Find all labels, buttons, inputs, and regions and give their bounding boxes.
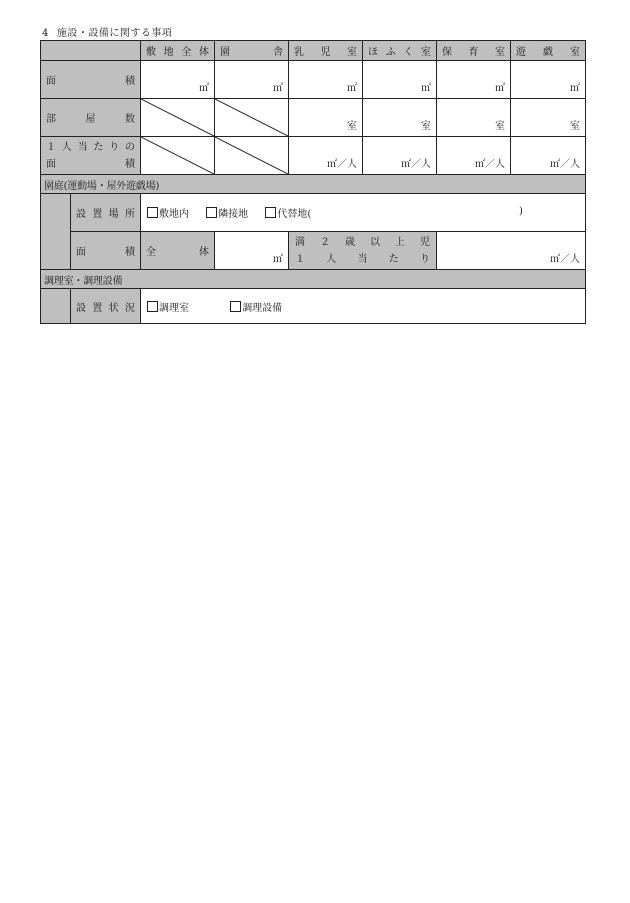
rooms-nursery-cell[interactable] [437, 99, 511, 137]
col-header-play-room: 遊 戯 室 [511, 41, 586, 61]
col-header-nursery-room: 保 育 室 [437, 41, 511, 61]
area-label: 面 積 [41, 61, 141, 99]
area-unit: ㎡ [570, 83, 580, 94]
rooms-row [41, 99, 586, 137]
rooms-unit: 室 [421, 121, 431, 132]
area-unit: ㎡ [199, 83, 209, 94]
yard-total-unit: ㎡ [273, 254, 283, 265]
per-person-building-slash-cell [215, 137, 289, 175]
per-person-label-line1: １人当たりの [46, 141, 135, 153]
per-person-infant-cell[interactable] [289, 137, 363, 175]
area-unit: ㎡ [421, 83, 431, 94]
per-person-play-cell[interactable] [511, 137, 586, 175]
per-person-nursery-cell[interactable] [437, 137, 511, 175]
area-unit: ㎡ [495, 83, 505, 94]
checkbox-icon [265, 207, 276, 218]
rooms-infant-cell[interactable] [289, 99, 363, 137]
rooms-unit: 室 [495, 121, 505, 132]
per-person-unit: ㎡／人 [327, 159, 357, 170]
yard-area-label: 面 積 [71, 232, 141, 270]
facility-table [40, 40, 586, 324]
per-person-crawling-cell[interactable] [363, 137, 437, 175]
rooms-label: 部 屋 数 [41, 99, 141, 137]
header-row [41, 41, 586, 61]
per-person-site-slash-cell [141, 137, 215, 175]
col-header-building: 園 舎 [215, 41, 289, 61]
area-nursery-cell[interactable] [437, 61, 511, 99]
per-person-row [41, 137, 586, 175]
kitchen-status-row [41, 289, 586, 324]
alternative-close-paren: ) [519, 206, 523, 217]
option-alternative[interactable] [265, 209, 311, 220]
section-title-text: 施設・設備に関する事項 [56, 28, 173, 39]
checkbox-icon [147, 207, 158, 218]
per-person-unit: ㎡／人 [475, 159, 505, 170]
area-unit: ㎡ [347, 83, 357, 94]
option-on-site[interactable] [147, 209, 189, 220]
area-play-cell[interactable] [511, 61, 586, 99]
area-row [41, 61, 586, 99]
area-site-cell[interactable] [141, 61, 215, 99]
rooms-unit: 室 [570, 121, 580, 132]
header-corner [41, 41, 141, 61]
yard-per-child-label-line2: １人当たり [295, 253, 430, 265]
section-title [42, 24, 172, 39]
yard-total-value-cell[interactable] [215, 232, 289, 270]
rooms-building-slash-cell [215, 99, 289, 137]
option-kitchen-room-label: 調理室 [159, 302, 189, 314]
yard-location-row [41, 194, 586, 232]
col-header-site: 敷地全体 [141, 41, 215, 61]
option-kitchen-room[interactable] [147, 303, 189, 314]
yard-per-child-value-cell[interactable] [437, 232, 586, 270]
checkbox-icon [147, 301, 158, 312]
yard-area-row [41, 232, 586, 270]
option-alternative-label: 代替地( [277, 209, 312, 220]
per-person-label [41, 137, 141, 175]
rooms-unit: 室 [347, 121, 357, 132]
per-person-unit: ㎡／人 [401, 159, 431, 170]
yard-section-row [41, 175, 586, 194]
option-adjacent[interactable] [206, 209, 248, 220]
area-infant-cell[interactable] [289, 61, 363, 99]
checkbox-icon [230, 301, 241, 312]
rooms-play-cell[interactable] [511, 99, 586, 137]
yard-location-options [141, 194, 586, 232]
option-adjacent-label: 隣接地 [218, 209, 249, 220]
yard-per-child-unit: ㎡／人 [550, 254, 580, 265]
area-unit: ㎡ [273, 83, 283, 94]
yard-indent-cell [41, 194, 71, 270]
rooms-crawling-cell[interactable] [363, 99, 437, 137]
col-header-infant-room: 乳 児 室 [289, 41, 363, 61]
yard-per-child-label [289, 232, 437, 270]
kitchen-status-label: 設置状況 [71, 289, 141, 324]
area-crawling-cell[interactable] [363, 61, 437, 99]
yard-location-label: 設置場所 [71, 194, 141, 232]
col-header-crawling-room: ほふく室 [363, 41, 437, 61]
section-number: 4 [42, 28, 49, 39]
per-person-label-line2: 面 積 [46, 158, 135, 170]
checkbox-icon [206, 207, 217, 218]
kitchen-section-title: 調理室・調理設備 [41, 270, 586, 289]
yard-total-label: 全 体 [141, 232, 215, 270]
kitchen-section-row [41, 270, 586, 289]
yard-per-child-label-line1: 満２歳以上児 [295, 236, 430, 248]
area-building-cell[interactable] [215, 61, 289, 99]
option-kitchen-equipment-label: 調理設備 [242, 302, 283, 314]
option-kitchen-equipment[interactable] [230, 303, 282, 314]
kitchen-status-options [141, 289, 586, 324]
yard-section-title: 園庭(運動場・屋外遊戯場) [41, 175, 586, 194]
kitchen-indent-cell [41, 289, 71, 324]
option-on-site-label: 敷地内 [159, 209, 189, 220]
per-person-unit: ㎡／人 [550, 159, 580, 170]
rooms-site-slash-cell [141, 99, 215, 137]
